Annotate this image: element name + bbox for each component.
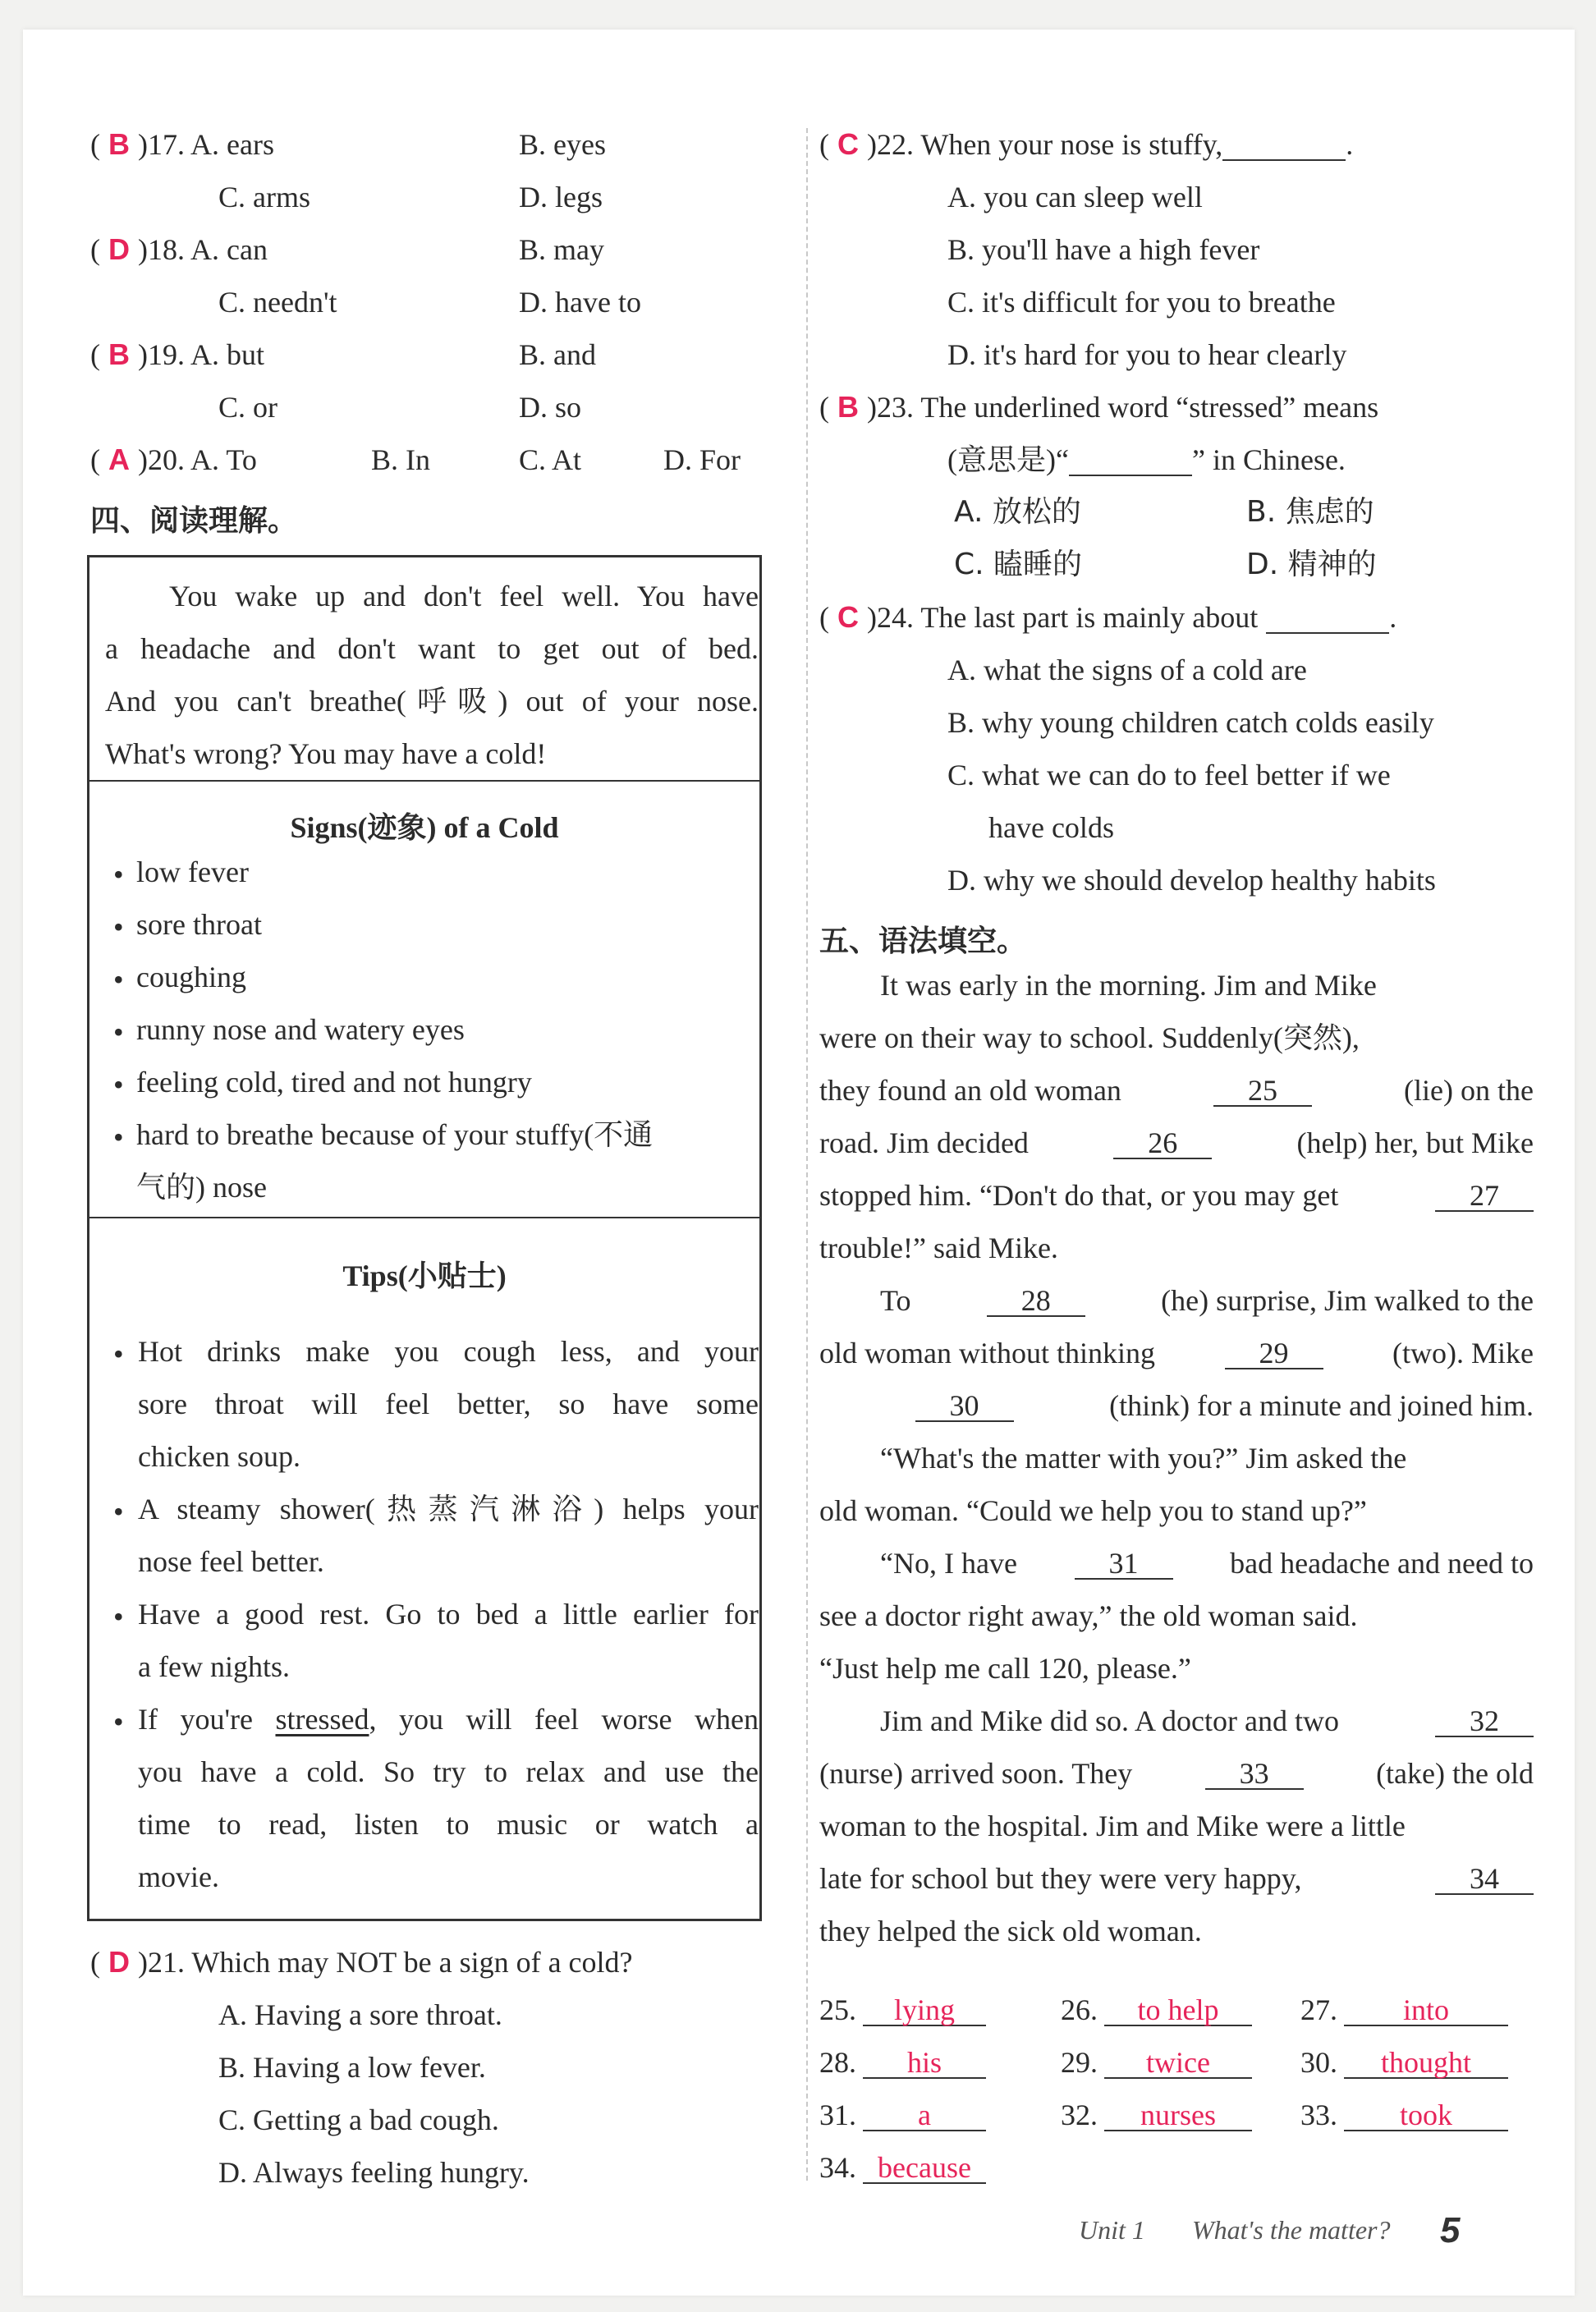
cloze-answer-value: thought bbox=[1344, 2048, 1508, 2079]
cloze-answer-number: 32. bbox=[1061, 2099, 1098, 2131]
q18-option-c: C. needn't bbox=[218, 286, 337, 319]
signs-title: Signs(迹象) of a Cold bbox=[290, 811, 559, 844]
q20-option-b: B. In bbox=[371, 443, 430, 476]
sign-item: hard to breathe because of your stuffy(不通 bbox=[136, 1118, 654, 1151]
cloze-answer-number: 31. bbox=[819, 2099, 856, 2131]
q24-blank bbox=[1266, 603, 1389, 634]
cloze-answer-value: into bbox=[1344, 1995, 1508, 2026]
q22-option-d: D. it's hard for you to hear clearly bbox=[947, 338, 1347, 371]
q21-option-b: B. Having a low fever. bbox=[218, 2051, 486, 2084]
cloze-text: they found an old woman bbox=[819, 1074, 1121, 1107]
bullet-icon: • bbox=[113, 1600, 124, 1633]
cloze-text: It was early in the morning. Jim and Mike bbox=[880, 969, 1377, 1002]
q23-option-c: C. 瞌睡的 bbox=[954, 548, 1083, 581]
q19-answer: B bbox=[108, 337, 130, 371]
cloze-line bbox=[819, 1759, 1534, 1790]
q20-option-a: )20. A. To bbox=[138, 443, 257, 476]
cloze-answer-item bbox=[1300, 1995, 1508, 2026]
cloze-text: see a doctor right away,” the old woman said. bbox=[819, 1599, 1358, 1632]
q17-option-a: )17. A. ears bbox=[138, 128, 274, 161]
cloze-answer-value: lying bbox=[863, 1995, 986, 2026]
sign-item: 气的) nose bbox=[136, 1171, 267, 1204]
q18-option-d: D. have to bbox=[519, 286, 641, 319]
cloze-text: “No, I have bbox=[880, 1547, 1017, 1580]
cloze-blank-number: 31 bbox=[1075, 1548, 1173, 1580]
cloze-text: (he) surprise, Jim walked to the bbox=[1161, 1284, 1534, 1317]
cloze-line bbox=[819, 1654, 1534, 1683]
page-number: 5 bbox=[1440, 2210, 1461, 2250]
cloze-line bbox=[819, 1601, 1534, 1631]
q23-option-a: A. 放松的 bbox=[954, 495, 1081, 529]
q24-stem-end: . bbox=[1389, 601, 1397, 634]
q22-option-b: B. you'll have a high fever bbox=[947, 233, 1260, 266]
section5-title: 五、语法填空。 bbox=[819, 924, 1027, 958]
q24-option-b: B. why young children catch colds easily bbox=[947, 706, 1434, 739]
cloze-text: were on their way to school. Suddenly(突然), bbox=[819, 1021, 1360, 1054]
q19-option-d: D. so bbox=[519, 391, 582, 424]
q20-option-c: C. At bbox=[519, 443, 582, 476]
tip-line: you have a cold. So try to relax and use the bbox=[138, 1755, 759, 1788]
q22-blank bbox=[1222, 130, 1346, 161]
tip-line: time to read, listen to music or watch a bbox=[138, 1808, 759, 1841]
q24-option-c: C. what we can do to feel better if we bbox=[947, 759, 1391, 791]
cloze-text: (think) for a minute and joined him. bbox=[1109, 1389, 1534, 1422]
passage-intro-line: a headache and don't want to get out of bed. bbox=[105, 632, 759, 665]
q23-option-d: D. 精神的 bbox=[1246, 548, 1377, 581]
cloze-text: old woman without thinking bbox=[819, 1337, 1155, 1369]
q17-answer: B bbox=[108, 127, 130, 161]
q24-answer: C bbox=[837, 600, 859, 634]
cloze-text: old woman. “Could we help you to stand up?” bbox=[819, 1494, 1367, 1527]
cloze-text: (nurse) arrived soon. They bbox=[819, 1757, 1133, 1790]
q18-row: ( D )18. A. can bbox=[90, 232, 268, 266]
q21-option-a: A. Having a sore throat. bbox=[218, 1998, 502, 2031]
passage-divider-2 bbox=[87, 1217, 762, 1218]
cloze-line bbox=[819, 1076, 1534, 1107]
tip-line: A steamy shower(热蒸汽淋浴) helps your bbox=[138, 1493, 759, 1525]
q20-option-d: D. For bbox=[663, 443, 741, 476]
cloze-answer-value: because bbox=[863, 2153, 986, 2184]
passage-intro-line: What's wrong? You may have a cold! bbox=[105, 737, 547, 770]
q24-option-d: D. why we should develop healthy habits bbox=[947, 864, 1436, 897]
cloze-line bbox=[880, 970, 1534, 1000]
cloze-answer-number: 30. bbox=[1300, 2046, 1337, 2079]
q22-answer: C bbox=[837, 127, 859, 161]
cloze-text: woman to the hospital. Jim and Mike were a little bbox=[819, 1810, 1406, 1842]
cloze-answer-item bbox=[1061, 2100, 1252, 2131]
q23-answer: B bbox=[837, 390, 859, 424]
q20-answer: A bbox=[108, 443, 130, 476]
cloze-line bbox=[880, 1706, 1534, 1737]
q21-option-d: D. Always feeling hungry. bbox=[218, 2156, 530, 2189]
cloze-text: late for school but they were very happy, bbox=[819, 1862, 1302, 1895]
cloze-blank-number: 30 bbox=[915, 1391, 1014, 1422]
q22-option-c: C. it's difficult for you to breathe bbox=[947, 286, 1336, 319]
cloze-answer-item bbox=[819, 1995, 986, 2026]
bullet-icon: • bbox=[113, 1068, 124, 1101]
cloze-text: (two). Mike bbox=[1392, 1337, 1534, 1369]
q20-row: ( A )20. A. To bbox=[90, 443, 257, 476]
passage-intro-line: You wake up and don't feel well. You have bbox=[169, 580, 759, 612]
cloze-line bbox=[819, 1181, 1534, 1212]
cloze-text: Jim and Mike did so. A doctor and two bbox=[880, 1704, 1339, 1737]
cloze-answer-value: took bbox=[1344, 2100, 1508, 2131]
q23-option-b: B. 焦虑的 bbox=[1246, 495, 1374, 529]
cloze-text: road. Jim decided bbox=[819, 1126, 1029, 1159]
cloze-blank-number: 33 bbox=[1205, 1759, 1304, 1790]
cloze-text: trouble!” said Mike. bbox=[819, 1232, 1058, 1264]
cloze-text: To bbox=[880, 1284, 911, 1317]
cloze-text: stopped him. “Don't do that, or you may get bbox=[819, 1179, 1339, 1212]
cloze-line bbox=[819, 1496, 1534, 1525]
bullet-icon: • bbox=[113, 1121, 124, 1154]
cloze-line bbox=[819, 1864, 1534, 1895]
cloze-text: they helped the sick old woman. bbox=[819, 1915, 1202, 1947]
q24-option-c-cont: have colds bbox=[988, 811, 1114, 844]
bullet-icon: • bbox=[113, 858, 124, 891]
cloze-answer-item bbox=[1300, 2100, 1508, 2131]
cloze-line bbox=[819, 1128, 1534, 1159]
tips-title: Tips(小贴士) bbox=[342, 1259, 507, 1292]
cloze-answer-item bbox=[819, 2100, 986, 2131]
passage-intro-line: And you can't breathe(呼吸) out of your nose. bbox=[105, 685, 759, 718]
q22-stem: )22. When your nose is stuffy, bbox=[867, 128, 1223, 161]
q22-stem-row: ( C )22. When your nose is stuffy, . bbox=[819, 127, 1354, 161]
cloze-answer-value: to help bbox=[1104, 1995, 1252, 2026]
tip-line: chicken soup. bbox=[138, 1440, 300, 1473]
cloze-answer-number: 25. bbox=[819, 1993, 856, 2026]
bullet-icon: • bbox=[113, 1016, 124, 1048]
footer-title: What's the matter? bbox=[1192, 2215, 1391, 2245]
q22-stem-end: . bbox=[1346, 128, 1354, 161]
sign-item: sore throat bbox=[136, 908, 262, 941]
tip-line: sore throat will feel better, so have some bbox=[138, 1388, 759, 1420]
cloze-line bbox=[819, 1391, 1534, 1422]
q18-option-a: )18. A. can bbox=[138, 233, 268, 266]
cloze-answer-number: 28. bbox=[819, 2046, 856, 2079]
q24-stem: )24. The last part is mainly about bbox=[867, 601, 1259, 634]
sign-item: runny nose and watery eyes bbox=[136, 1013, 465, 1046]
bullet-icon: • bbox=[113, 1705, 124, 1738]
bullet-icon: • bbox=[113, 1337, 124, 1370]
q23-stem2b: ” in Chinese. bbox=[1191, 443, 1346, 476]
tip-line: movie. bbox=[138, 1860, 219, 1893]
cloze-line bbox=[819, 1916, 1534, 1946]
bullet-icon: • bbox=[113, 911, 124, 943]
sign-item: low fever bbox=[136, 856, 249, 888]
cloze-text: (lie) on the bbox=[1404, 1074, 1534, 1107]
q23-stem: )23. The underlined word “stressed” means bbox=[867, 391, 1379, 424]
cloze-answer-value: his bbox=[863, 2048, 986, 2079]
bullet-icon: • bbox=[113, 963, 124, 996]
q19-option-b: B. and bbox=[519, 338, 596, 371]
q21-option-c: C. Getting a bad cough. bbox=[218, 2103, 499, 2136]
q23-blank bbox=[1069, 445, 1192, 476]
cloze-line bbox=[819, 1233, 1534, 1263]
q17-option-b: B. eyes bbox=[519, 128, 606, 161]
q23-stem-line2 bbox=[947, 445, 1346, 476]
worksheet-page bbox=[23, 30, 1575, 2296]
cloze-line bbox=[880, 1548, 1534, 1580]
cloze-line bbox=[880, 1443, 1534, 1473]
cloze-answer-value: nurses bbox=[1104, 2100, 1252, 2131]
q17-option-d: D. legs bbox=[519, 181, 603, 213]
cloze-line bbox=[819, 1023, 1534, 1053]
section4-title: 四、阅读理解。 bbox=[90, 504, 298, 538]
q21-stem-row: ( D )21. Which may NOT be a sign of a cold? bbox=[90, 1945, 633, 1979]
cloze-blank-number: 32 bbox=[1435, 1706, 1534, 1737]
cloze-blank-number: 28 bbox=[987, 1286, 1085, 1317]
cloze-blank-number: 25 bbox=[1213, 1076, 1312, 1107]
bullet-icon: • bbox=[113, 1495, 124, 1528]
cloze-answer-number: 27. bbox=[1300, 1993, 1337, 2026]
cloze-blank-number: 26 bbox=[1113, 1128, 1212, 1159]
cloze-answer-item bbox=[819, 2048, 986, 2079]
cloze-answer-number: 29. bbox=[1061, 2046, 1098, 2079]
q17-option-c: C. arms bbox=[218, 181, 310, 213]
cloze-blank-number: 29 bbox=[1225, 1338, 1323, 1369]
q21-stem: )21. Which may NOT be a sign of a cold? bbox=[138, 1946, 633, 1979]
tip-line: If you're stressed, you will feel worse when bbox=[138, 1703, 759, 1736]
q18-answer: D bbox=[108, 232, 130, 266]
cloze-line bbox=[880, 1286, 1534, 1317]
cloze-text: “What's the matter with you?” Jim asked the bbox=[880, 1442, 1407, 1475]
q19-option-c: C. or bbox=[218, 391, 277, 424]
sign-item: coughing bbox=[136, 961, 246, 993]
q22-option-a: A. you can sleep well bbox=[947, 181, 1203, 213]
q24-stem-row: ( C )24. The last part is mainly about . bbox=[819, 600, 1397, 634]
q19-option-a: )19. A. but bbox=[138, 338, 265, 371]
cloze-answer-item bbox=[819, 2153, 986, 2184]
cloze-line bbox=[819, 1811, 1534, 1841]
q18-option-b: B. may bbox=[519, 233, 604, 266]
cloze-text: (take) the old bbox=[1376, 1757, 1534, 1790]
q23-stem-row: ( B )23. The underlined word “stressed” means bbox=[819, 390, 1379, 424]
q19-row: ( B )19. A. but bbox=[90, 337, 265, 371]
cloze-answer-value: a bbox=[863, 2100, 986, 2131]
cloze-answer-number: 26. bbox=[1061, 1993, 1098, 2026]
cloze-line bbox=[819, 1338, 1534, 1369]
cloze-blank-number: 34 bbox=[1435, 1864, 1534, 1895]
cloze-answer-number: 34. bbox=[819, 2151, 856, 2184]
cloze-answer-item bbox=[1061, 1995, 1252, 2026]
q23-stem2a: (意思是)“ bbox=[947, 443, 1069, 476]
q24-option-a: A. what the signs of a cold are bbox=[947, 654, 1307, 686]
cloze-answer-item bbox=[1061, 2048, 1252, 2079]
cloze-answer-number: 33. bbox=[1300, 2099, 1337, 2131]
cloze-answer-value: twice bbox=[1104, 2048, 1252, 2079]
sign-item: feeling cold, tired and not hungry bbox=[136, 1066, 532, 1099]
column-divider bbox=[806, 128, 808, 2181]
passage-divider-1 bbox=[87, 780, 762, 782]
footer-unit: Unit 1 bbox=[1079, 2215, 1145, 2245]
q17-row: ( B )17. A. ears bbox=[90, 127, 274, 161]
cloze-text: bad headache and need to bbox=[1230, 1547, 1534, 1580]
tip-line: Have a good rest. Go to bed a little earlier for bbox=[138, 1598, 759, 1631]
cloze-text: “Just help me call 120, please.” bbox=[819, 1652, 1191, 1685]
cloze-blank-number: 27 bbox=[1435, 1181, 1534, 1212]
cloze-text: (help) her, but Mike bbox=[1296, 1126, 1534, 1159]
cloze-answer-item bbox=[1300, 2048, 1508, 2079]
tip-line: Hot drinks make you cough less, and your bbox=[138, 1335, 759, 1368]
tip-line: nose feel better. bbox=[138, 1545, 324, 1578]
q21-answer: D bbox=[108, 1945, 130, 1979]
tip-line: a few nights. bbox=[138, 1650, 290, 1683]
